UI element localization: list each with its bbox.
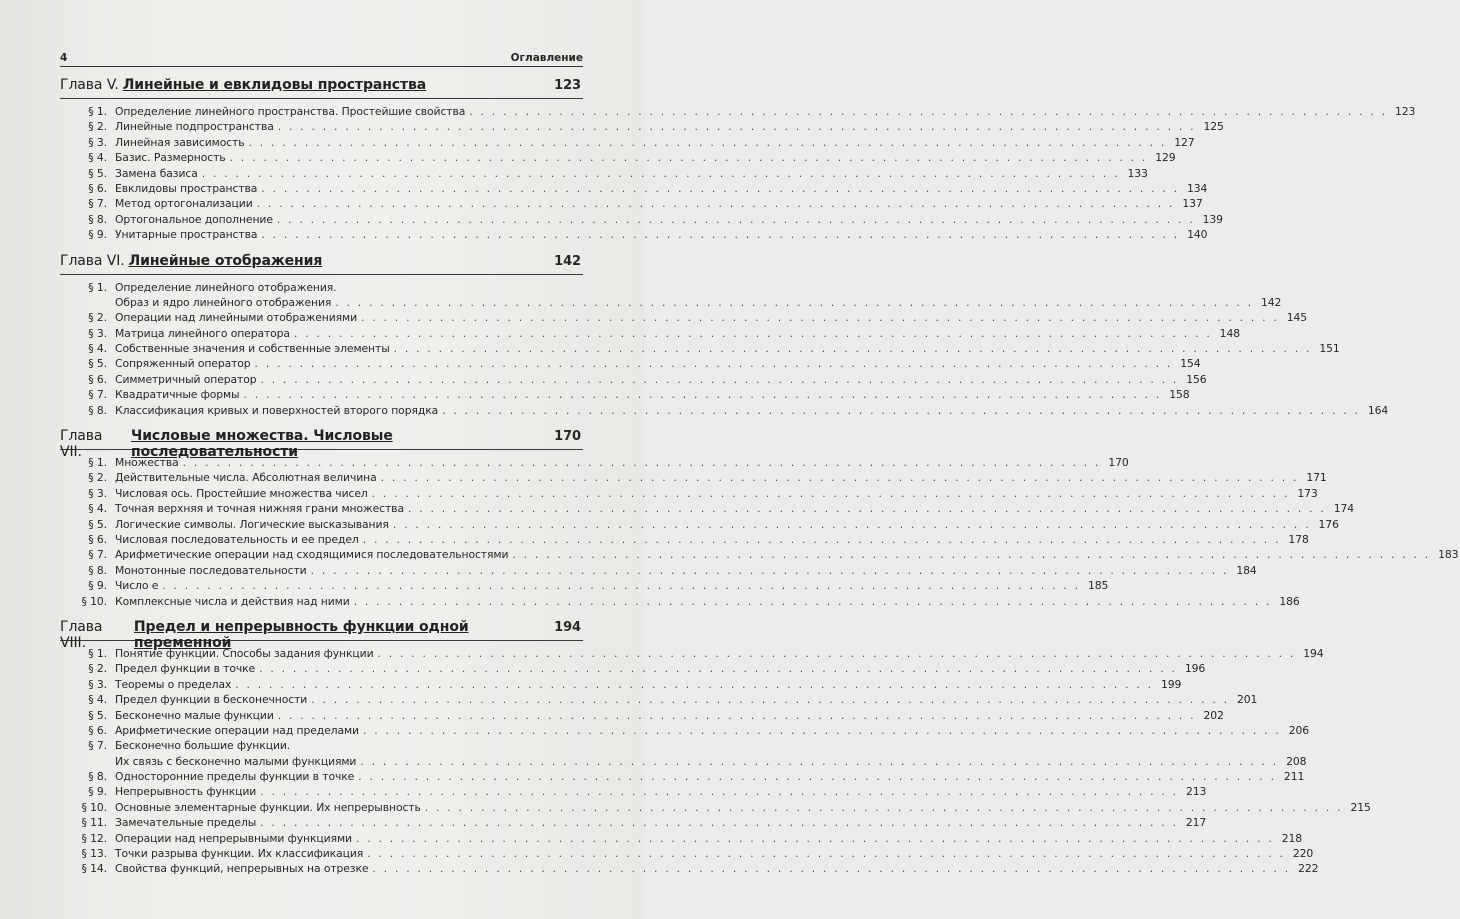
dot-leader: . . . . . . . . . . . . . . . . . . . . . . . . . . . . . . . . . . . . . . . . . . . . . . . . . . . . . . . . . . . . . . . . . . . . . . . . . . . . . . . . . . — [392, 517, 1311, 531]
chapter-sections — [60, 646, 1371, 877]
section-number: § 7. — [88, 388, 107, 402]
toc-entry[interactable] — [60, 501, 1354, 516]
dot-leader: . . . . . . . . . . . . . . . . . . . . . . . . . . . . . . . . . . . . . . . . . . . . . . . . . . . . . . . . . . . . . . . . . . . . . . . . . . . . . . . . . . — [358, 770, 1277, 784]
dot-leader: . . . . . . . . . . . . . . . . . . . . . . . . . . . . . . . . . . . . . . . . . . . . . . . . . . . . . . . . . . . . . . . . . . . . . . . . . . . . . . . . . . — [367, 847, 1286, 861]
entry-body — [115, 800, 1373, 815]
entry-title: Собственные значения и собственные элементы — [115, 342, 390, 356]
toc-entry[interactable] — [60, 800, 1371, 815]
toc-entry[interactable] — [60, 692, 1258, 707]
dot-leader: . . . . . . . . . . . . . . . . . . . . . . . . . . . . . . . . . . . . . . . . . . . . . . . . . . . . . . . . . . . . . . . . . . . . . . . . . . . . . . . . . . — [377, 646, 1296, 660]
entry-title: Понятие функции. Способы задания функции — [115, 646, 374, 660]
section-number: § 2. — [88, 662, 107, 676]
running-header — [60, 50, 583, 67]
entry-title: Арифметические операции над пределами — [115, 723, 359, 737]
toc-entry[interactable] — [60, 861, 1319, 876]
toc-entry[interactable] — [60, 594, 1300, 609]
toc-entry[interactable] — [60, 563, 1257, 578]
section-number: § 7. — [88, 548, 107, 562]
dot-leader: . . . . . . . . . . . . . . . . . . . . . . . . . . . . . . . . . . . . . . . . . . . . . . . . . . . . . . . . . . . . . . . . . . . . . . . . . . . . . . . . . . — [277, 708, 1196, 722]
entry-title: Действительные числа. Абсолютная величина — [115, 471, 377, 485]
section-number: § 1. — [88, 280, 107, 294]
section-number: § 3. — [88, 135, 107, 149]
entry-body — [115, 280, 1283, 311]
dot-leader: . . . . . . . . . . . . . . . . . . . . . . . . . . . . . . . . . . . . . . . . . . . . . . . . . . . . . . . . . . . . . . . . . . . . . . . . . . . . . . . . . . — [276, 212, 1195, 226]
entry-page: 217 — [1185, 816, 1207, 830]
toc-entry[interactable] — [60, 403, 1389, 418]
section-number: § 4. — [88, 502, 107, 516]
toc-entry[interactable] — [60, 661, 1206, 676]
entry-page: 185 — [1087, 579, 1109, 593]
entry-body — [115, 196, 1205, 211]
entry-title: Квадратичные формы — [115, 388, 240, 402]
entry-title-line: Бесконечно большие функции. — [115, 739, 291, 753]
entry-title: Односторонние пределы функции в точке — [115, 770, 355, 784]
dot-leader: . . . . . . . . . . . . . . . . . . . . . . . . . . . . . . . . . . . . . . . . . . . . . . . . . . . . . . . . . . . . . . . . . . . . . . . . . . . . . . . . . . — [256, 197, 1175, 211]
entry-title: Числовая последовательность и ее предел — [115, 533, 359, 546]
toc-entry[interactable] — [60, 723, 1309, 738]
entry-page: 196 — [1184, 662, 1206, 676]
dot-leader: . . . . . . . . . . . . . . . . . . . . . . . . . . . . . . . . . . . . . . . . . . . . . . . . . . . . . . . . . . . . . . . . . . . . . . . . . . . . . . . . . . — [361, 311, 1280, 325]
entry-body — [115, 326, 1242, 341]
dot-leader: . . . . . . . . . . . . . . . . . . . . . . . . . . . . . . . . . . . . . . . . . . . . . . . . . . . . . . . . . . . . . . . . . . . . . . . . . . . . . . . . . . — [293, 326, 1212, 340]
section-number: § 5. — [88, 166, 107, 180]
entry-page: 129 — [1155, 151, 1176, 165]
dot-leader: . . . . . . . . . . . . . . . . . . . . . . . . . . . . . . . . . . . . . . . . . . . . . . . . . . . . . . . . . . . . . . . . . . . . . . . . . . . . . . . . . . — [512, 548, 1431, 562]
entry-body — [115, 646, 1326, 661]
entry-body — [115, 769, 1306, 784]
section-number: § 6. — [88, 181, 107, 195]
section-number: § 14. — [81, 862, 107, 876]
entry-page: 218 — [1281, 831, 1302, 845]
entry-title: Операции над непрерывными функциями — [115, 831, 352, 845]
dot-leader: . . . . . . . . . . . . . . . . . . . . . . . . . . . . . . . . . . . . . . . . . . . . . . . . . . . . . . . . . . . . . . . . . . . . . . . . . . . . . . . . . . — [277, 120, 1196, 134]
dot-leader: . . . . . . . . . . . . . . . . . . . . . . . . . . . . . . . . . . . . . . . . . . . . . . . . . . . . . . . . . . . . . . . . . . . . . . . . . . . . . . . . . . — [201, 166, 1120, 180]
entry-body — [115, 831, 1304, 846]
entry-page: 201 — [1236, 693, 1258, 707]
entry-title: Монотонные последовательности — [115, 563, 307, 577]
toc-entry[interactable] — [60, 166, 1148, 181]
entry-title: Комплексные числа и действия над ними — [115, 594, 350, 608]
chapter-sections — [60, 104, 1416, 243]
section-number: § 2. — [88, 311, 107, 325]
dot-leader: . . . . . . . . . . . . . . . . . . . . . . . . . . . . . . . . . . . . . . . . . . . . . . . . . . . . . . . . . . . . . . . . . . . . . . . . . . . . . . . . . . — [362, 533, 1281, 546]
entry-page: 127 — [1174, 135, 1195, 149]
entry-title: Основные элементарные функции. Их непрерывность — [115, 800, 421, 814]
section-number: § 5. — [88, 708, 107, 722]
toc-entry[interactable] — [60, 517, 1339, 532]
dot-leader: . . . . . . . . . . . . . . . . . . . . . . . . . . . . . . . . . . . . . . . . . . . . . . . . . . . . . . . . . . . . . . . . . . . . . . . . . . . . . . . . . . — [260, 816, 1179, 830]
entry-title: Линейные подпространства — [115, 120, 274, 134]
toc-entry[interactable] — [60, 280, 1282, 311]
section-number: § 1. — [88, 105, 107, 118]
chapter-label: Глава VII. — [60, 428, 103, 461]
page-number: 4 — [60, 52, 68, 64]
entry-title: Их связь с бесконечно малыми функциями — [115, 754, 357, 768]
chapter-page: 194 — [554, 619, 581, 635]
section-number: § 8. — [88, 212, 107, 226]
entry-body — [115, 212, 1225, 227]
section-number: § 13. — [81, 847, 107, 861]
dot-leader: . . . . . . . . . . . . . . . . . . . . . . . . . . . . . . . . . . . . . . . . . . . . . . . . . . . . . . . . . . . . . . . . . . . . . . . . . . . . . . . . . . — [424, 800, 1343, 814]
entry-title: Операции над линейными отображениями — [115, 311, 358, 325]
toc-entry[interactable] — [60, 341, 1340, 356]
entry-page: 151 — [1319, 342, 1340, 356]
entry-page: 164 — [1367, 403, 1389, 417]
entry-body — [115, 455, 1131, 470]
section-number: § 12. — [81, 831, 107, 845]
dot-leader: . . . . . . . . . . . . . . . . . . . . . . . . . . . . . . . . . . . . . . . . . . . . . . . . . . . . . . . . . . . . . . . . . . . . . . . . . . . . . . . . . . — [260, 785, 1179, 799]
entry-body — [115, 594, 1302, 609]
dot-leader: . . . . . . . . . . . . . . . . . . . . . . . . . . . . . . . . . . . . . . . . . . . . . . . . . . . . . . . . . . . . . . . . . . . . . . . . . . . . . . . . . . — [362, 723, 1281, 737]
chapter-title: Предел и непрерывность функции одной переменной — [133, 618, 469, 651]
entry-page: 186 — [1279, 594, 1300, 608]
entry-page: 142 — [1261, 295, 1282, 309]
entry-title: Образ и ядро линейного отображения — [115, 295, 332, 309]
section-number: § 11. — [81, 816, 107, 830]
chapter-heading[interactable] — [60, 248, 583, 275]
chapter-sections — [60, 455, 1459, 609]
toc-entry[interactable] — [60, 784, 1207, 799]
entry-body — [115, 815, 1208, 830]
chapter-label: Глава V. — [60, 77, 119, 93]
chapter-label: Глава VI. — [60, 252, 125, 269]
dot-leader: . . . . . . . . . . . . . . . . . . . . . . . . . . . . . . . . . . . . . . . . . . . . . . . . . . . . . . . . . . . . . . . . . . . . . . . . . . . . . . . . . . — [393, 342, 1312, 356]
entry-page: 194 — [1303, 646, 1324, 660]
section-number: § 8. — [88, 770, 107, 784]
entry-title: Классификация кривых и поверхностей второго порядка — [115, 403, 439, 417]
entry-page: 206 — [1288, 723, 1309, 737]
entry-body — [115, 723, 1311, 738]
entry-body — [115, 532, 1311, 547]
section-number: § 9. — [88, 228, 107, 242]
entry-page: 133 — [1127, 166, 1148, 180]
entry-page: 139 — [1202, 212, 1223, 226]
entry-title: Линейная зависимость — [115, 135, 245, 149]
chapter-page: 123 — [554, 78, 581, 93]
running-title: Оглавление — [510, 52, 583, 64]
dot-leader: . . . . . . . . . . . . . . . . . . . . . . . . . . . . . . . . . . . . . . . . . . . . . . . . . . . . . . . . . . . . . . . . . . . . . . . . . . . . . . . . . . — [261, 228, 1180, 242]
section-number: § 2. — [88, 120, 107, 134]
entry-body — [115, 403, 1390, 418]
dot-leader: . . . . . . . . . . . . . . . . . . . . . . . . . . . . . . . . . . . . . . . . . . . . . . . . . . . . . . . . . . . . . . . . . . . . . . . . . . . . . . . . . . — [260, 372, 1179, 386]
entry-body — [115, 708, 1226, 723]
chapter-heading[interactable] — [60, 614, 583, 651]
toc-entry[interactable] — [60, 119, 1224, 134]
section-number: § 9. — [88, 579, 107, 593]
entry-page: 154 — [1180, 357, 1201, 371]
entry-title: Числовая ось. Простейшие множества чисел — [115, 486, 368, 500]
entry-body — [115, 517, 1341, 532]
entry-page: 134 — [1187, 181, 1208, 195]
entry-title: Унитарные пространства — [115, 228, 258, 242]
entry-body — [115, 578, 1110, 593]
section-number: § 5. — [88, 357, 107, 371]
entry-body — [115, 150, 1178, 165]
section-number: § 1. — [88, 456, 107, 470]
dot-leader: . . . . . . . . . . . . . . . . . . . . . . . . . . . . . . . . . . . . . . . . . . . . . . . . . . . . . . . . . . . . . . . . . . . . . . . . . . . . . . . . . . — [360, 754, 1279, 768]
entry-title: Предел функции в точке — [115, 662, 256, 676]
entry-title-line: Определение линейного отображения. — [115, 280, 337, 294]
dot-leader: . . . . . . . . . . . . . . . . . . . . . . . . . . . . . . . . . . . . . . . . . . . . . . . . . . . . . . . . . . . . . . . . . . . . . . . . . . . . . . . . . . — [254, 357, 1173, 371]
entry-body — [115, 738, 1308, 769]
chapter-title: Линейные отображения — [128, 252, 323, 269]
entry-page: 170 — [1108, 456, 1129, 470]
entry-page: 183 — [1438, 548, 1459, 562]
section-number: § 7. — [88, 739, 107, 753]
section-number: § 9. — [88, 785, 107, 799]
dot-leader: . . . . . . . . . . . . . . . . . . . . . . . . . . . . . . . . . . . . . . . . . . . . . . . . . . . . . . . . . . . . . . . . . . . . . . . . . . . . . . . . . . — [380, 471, 1299, 485]
toc-entry[interactable] — [60, 831, 1302, 846]
entry-body — [115, 387, 1192, 402]
section-number: § 4. — [88, 693, 107, 707]
section-number: § 1. — [88, 646, 107, 660]
section-number: § 8. — [88, 403, 107, 417]
entry-body — [115, 547, 1460, 562]
entry-page: 211 — [1283, 770, 1305, 784]
entry-page: 184 — [1236, 563, 1257, 577]
chapter-heading[interactable] — [60, 72, 583, 99]
entry-page: 173 — [1297, 486, 1318, 500]
entry-title: Множества — [115, 456, 179, 470]
entry-body — [115, 677, 1183, 692]
toc-entry[interactable] — [60, 547, 1459, 562]
entry-page: 213 — [1185, 785, 1207, 799]
entry-page: 140 — [1187, 228, 1208, 242]
entry-title: Евклидовы пространства — [115, 181, 258, 195]
entry-title: Предел функции в бесконечности — [115, 693, 308, 707]
entry-page: 125 — [1203, 120, 1224, 134]
dot-leader: . . . . . . . . . . . . . . . . . . . . . . . . . . . . . . . . . . . . . . . . . . . . . . . . . . . . . . . . . . . . . . . . . . . . . . . . . . . . . . . . . . — [259, 662, 1178, 676]
dot-leader: . . . . . . . . . . . . . . . . . . . . . . . . . . . . . . . . . . . . . . . . . . . . . . . . . . . . . . . . . . . . . . . . . . . . . . . . . . . . . . . . . . — [353, 594, 1272, 608]
dot-leader: . . . . . . . . . . . . . . . . . . . . . . . . . . . . . . . . . . . . . . . . . . . . . . . . . . . . . . . . . . . . . . . . . . . . . . . . . . . . . . . . . . — [162, 579, 1081, 593]
toc-entry[interactable] — [60, 150, 1176, 165]
entry-page: 222 — [1298, 862, 1319, 876]
dot-leader: . . . . . . . . . . . . . . . . . . . . . . . . . . . . . . . . . . . . . . . . . . . . . . . . . . . . . . . . . . . . . . . . . . . . . . . . . . . . . . . . . . — [355, 831, 1274, 845]
toc-entry[interactable] — [60, 212, 1223, 227]
entry-page: 171 — [1306, 471, 1327, 485]
toc-entry[interactable] — [60, 677, 1182, 692]
entry-title: Замена базиса — [115, 166, 198, 180]
entry-title: Непрерывность функции — [115, 785, 257, 799]
dot-leader: . . . . . . . . . . . . . . . . . . . . . . . . . . . . . . . . . . . . . . . . . . . . . . . . . . . . . . . . . . . . . . . . . . . . . . . . . . . . . . . . . . — [407, 502, 1326, 516]
entry-body — [115, 692, 1259, 707]
toc-entry[interactable] — [60, 738, 1307, 769]
entry-title: Определение линейного пространства. Простейшие свойства — [115, 105, 466, 118]
entry-title: Арифметические операции над сходящимися последовательностями — [115, 548, 509, 562]
dot-leader: . . . . . . . . . . . . . . . . . . . . . . . . . . . . . . . . . . . . . . . . . . . . . . . . . . . . . . . . . . . . . . . . . . . . . . . . . . . . . . . . . . — [243, 388, 1162, 402]
dot-leader: . . . . . . . . . . . . . . . . . . . . . . . . . . . . . . . . . . . . . . . . . . . . . . . . . . . . . . . . . . . . . . . . . . . . . . . . . . . . . . . . . . — [335, 295, 1254, 309]
chapter-label: Глава VIII. — [60, 618, 103, 651]
entry-title: Матрица линейного оператора — [115, 326, 290, 340]
section-number: § 8. — [88, 563, 107, 577]
entry-title: Симметричный оператор — [115, 372, 257, 386]
entry-body — [115, 661, 1207, 676]
entry-page: 220 — [1292, 847, 1314, 861]
toc-entry[interactable] — [60, 532, 1309, 547]
chapter-title: Числовые множества. Числовые последовательности — [131, 428, 393, 461]
entry-body — [115, 104, 1417, 119]
entry-body — [115, 135, 1197, 150]
entry-page: 137 — [1182, 197, 1203, 211]
entry-title: Бесконечно малые функции — [115, 708, 274, 722]
dot-leader: . . . . . . . . . . . . . . . . . . . . . . . . . . . . . . . . . . . . . . . . . . . . . . . . . . . . . . . . . . . . . . . . . . . . . . . . . . . . . . . . . . — [182, 456, 1101, 470]
entry-page: 176 — [1318, 517, 1339, 531]
toc-entry[interactable] — [60, 708, 1224, 723]
section-number: § 7. — [88, 197, 107, 211]
toc-entry[interactable] — [60, 578, 1109, 593]
entry-page: 123 — [1395, 105, 1416, 118]
section-number: § 4. — [88, 151, 107, 165]
dot-leader: . . . . . . . . . . . . . . . . . . . . . . . . . . . . . . . . . . . . . . . . . . . . . . . . . . . . . . . . . . . . . . . . . . . . . . . . . . . . . . . . . . — [311, 693, 1230, 707]
entry-body — [115, 166, 1150, 181]
dot-leader: . . . . . . . . . . . . . . . . . . . . . . . . . . . . . . . . . . . . . . . . . . . . . . . . . . . . . . . . . . . . . . . . . . . . . . . . . . . . . . . . . . — [371, 486, 1290, 500]
entry-body — [115, 846, 1315, 861]
section-number: § 2. — [88, 471, 107, 485]
entry-body — [115, 861, 1320, 876]
entry-page: 208 — [1286, 754, 1307, 768]
section-number: § 10. — [81, 800, 107, 814]
dot-leader: . . . . . . . . . . . . . . . . . . . . . . . . . . . . . . . . . . . . . . . . . . . . . . . . . . . . . . . . . . . . . . . . . . . . . . . . . . . . . . . . . . — [248, 135, 1167, 149]
entry-page: 202 — [1203, 708, 1224, 722]
toc-entry[interactable] — [60, 769, 1305, 784]
section-number: § 10. — [81, 594, 107, 608]
entry-title: Точная верхняя и точная нижняя грани множества — [115, 502, 404, 516]
section-number: § 6. — [88, 372, 107, 386]
entry-title: Логические символы. Логические высказывания — [115, 517, 389, 531]
entry-title: Замечательные пределы — [115, 816, 257, 830]
entry-title: Число e — [115, 579, 159, 593]
entry-title: Точки разрыва функции. Их классификация — [115, 847, 364, 861]
entry-body — [115, 119, 1226, 134]
entry-page: 215 — [1350, 800, 1371, 814]
dot-leader: . . . . . . . . . . . . . . . . . . . . . . . . . . . . . . . . . . . . . . . . . . . . . . . . . . . . . . . . . . . . . . . . . . . . . . . . . . . . . . . . . . — [310, 563, 1229, 577]
chapter-page: 170 — [554, 429, 581, 445]
toc-entry[interactable] — [60, 181, 1208, 196]
toc-entry[interactable] — [60, 196, 1203, 211]
dot-leader: . . . . . . . . . . . . . . . . . . . . . . . . . . . . . . . . . . . . . . . . . . . . . . . . . . . . . . . . . . . . . . . . . . . . . . . . . . . . . . . . . . — [442, 403, 1361, 417]
toc-entry[interactable] — [60, 135, 1195, 150]
entry-page: 199 — [1160, 677, 1182, 691]
entry-page: 178 — [1288, 533, 1309, 546]
dot-leader: . . . . . . . . . . . . . . . . . . . . . . . . . . . . . . . . . . . . . . . . . . . . . . . . . . . . . . . . . . . . . . . . . . . . . . . . . . . . . . . . . . — [469, 105, 1388, 118]
entry-title: Свойства функций, непрерывных на отрезке — [115, 862, 369, 876]
entry-page: 148 — [1219, 326, 1240, 340]
entry-body — [115, 356, 1203, 371]
section-number: § 4. — [88, 342, 107, 356]
entry-body — [115, 341, 1342, 356]
section-number: § 3. — [88, 486, 107, 500]
toc-entry[interactable] — [60, 470, 1327, 485]
entry-body — [115, 227, 1209, 242]
entry-body — [115, 470, 1329, 485]
chapter-page: 142 — [554, 253, 581, 269]
entry-body — [115, 501, 1356, 516]
entry-title: Базис. Размерность — [115, 151, 226, 165]
table-of-contents — [60, 72, 1459, 882]
toc-entry[interactable] — [60, 372, 1207, 387]
dot-leader: . . . . . . . . . . . . . . . . . . . . . . . . . . . . . . . . . . . . . . . . . . . . . . . . . . . . . . . . . . . . . . . . . . . . . . . . . . . . . . . . . . — [235, 677, 1154, 691]
toc-entry[interactable] — [60, 227, 1208, 242]
toc-entry[interactable] — [60, 486, 1318, 501]
toc-entry[interactable] — [60, 326, 1240, 341]
section-number: § 3. — [88, 677, 107, 691]
toc-entry[interactable] — [60, 646, 1324, 661]
entry-title: Метод ортогонализации — [115, 197, 253, 211]
entry-body — [115, 310, 1309, 325]
entry-page: 145 — [1286, 311, 1308, 325]
entry-title: Ортогональное дополнение — [115, 212, 273, 226]
chapter-sections — [60, 280, 1389, 419]
entry-page: 158 — [1169, 388, 1190, 402]
section-number: § 6. — [88, 723, 107, 737]
dot-leader: . . . . . . . . . . . . . . . . . . . . . . . . . . . . . . . . . . . . . . . . . . . . . . . . . . . . . . . . . . . . . . . . . . . . . . . . . . . . . . . . . . — [372, 862, 1291, 876]
chapter-heading[interactable] — [60, 423, 583, 461]
entry-body — [115, 784, 1208, 799]
dot-leader: . . . . . . . . . . . . . . . . . . . . . . . . . . . . . . . . . . . . . . . . . . . . . . . . . . . . . . . . . . . . . . . . . . . . . . . . . . . . . . . . . . — [261, 181, 1180, 195]
toc-entry[interactable] — [60, 455, 1129, 470]
dot-leader: . . . . . . . . . . . . . . . . . . . . . . . . . . . . . . . . . . . . . . . . . . . . . . . . . . . . . . . . . . . . . . . . . . . . . . . . . . . . . . . . . . — [229, 151, 1148, 165]
section-number: § 6. — [88, 533, 107, 546]
entry-body — [115, 372, 1209, 387]
toc-entry[interactable] — [60, 846, 1314, 861]
entry-page: 156 — [1186, 372, 1207, 386]
entry-body — [115, 486, 1320, 501]
entry-page: 174 — [1333, 502, 1354, 516]
toc-entry[interactable] — [60, 104, 1416, 119]
toc-entry[interactable] — [60, 356, 1201, 371]
section-number: § 5. — [88, 517, 107, 531]
entry-title: Сопряженный оператор — [115, 357, 251, 371]
toc-entry[interactable] — [60, 310, 1308, 325]
section-number: § 3. — [88, 326, 107, 340]
entry-title: Теоремы о пределах — [115, 677, 232, 691]
toc-entry[interactable] — [60, 387, 1190, 402]
entry-body — [115, 181, 1209, 196]
entry-body — [115, 563, 1259, 578]
toc-entry[interactable] — [60, 815, 1207, 830]
chapter-title: Линейные и евклидовы пространства — [122, 77, 427, 93]
